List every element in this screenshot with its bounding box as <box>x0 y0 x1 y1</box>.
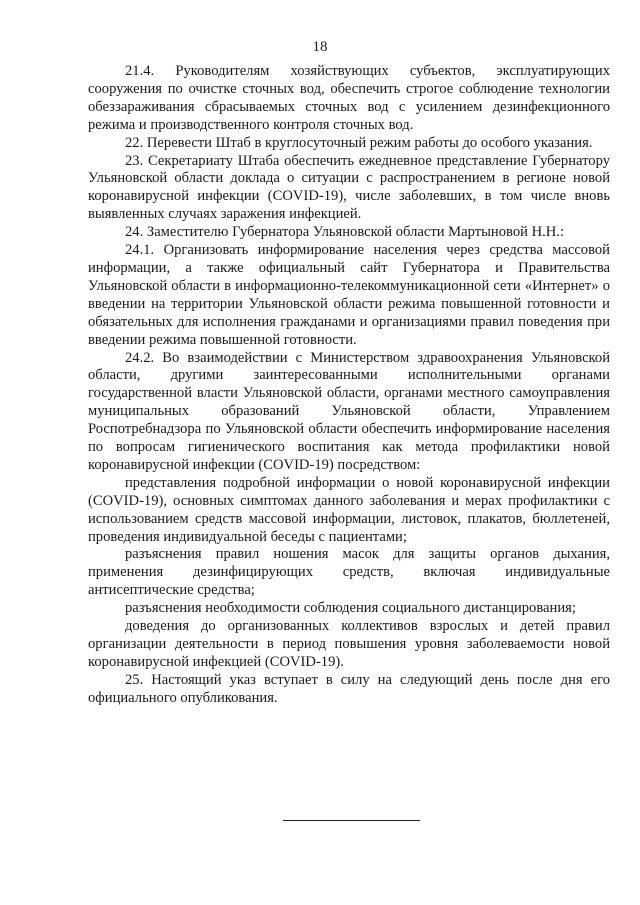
list-item-informing: представления подробной информации о новой коронавирусной инфекции (COVID-19), основных симптомах данного заболевания и мерах профилактики с использованием средств массовой информации, листовок, плакатов, бюллетеней, проведения индивидуальной беседы с пациентами; <box>88 474 610 545</box>
paragraph-24: 24. Заместителю Губернатора Ульяновской области Мартыновой Н.Н.: <box>125 224 565 241</box>
paragraph-21-4: 21.4. Руководителям хозяйствующих субъектов, эксплуатирующих сооружения по очистке сточных вод, обеспечить строгое соблюдение технологии обеззараживания сбрасываемых сточных вод с усилением дезинфекционного режима и производственного контроля сточных вод. <box>88 63 610 133</box>
list-item-masks: разъяснения правил ношения масок для защиты органов дыхания, применения дезинфицирующих средств, включая индивидуальные антисептические средства; <box>88 546 610 599</box>
paragraph-24-2: 24.2. Во взаимодействии с Министерством здравоохранения Ульяновской области, другими заинтересованными исполнительными органами государственной власти Ульяновской области, органами местного самоуправления муниципальных образований Ульяновской области, Управлением Роспотребнадзора по Ульяновской области обеспечить информирование населения по вопросам гигиенического воспитания как метода профилактики новой коронавирусной инфекции (COVID-19) посредством: <box>88 349 610 473</box>
closing-divider-line <box>283 820 420 821</box>
paragraph-23: 23. Секретариату Штаба обеспечить ежедневное представление Губернатору Ульяновской области доклада о ситуации с распространением в регионе новой коронавирусной инфекции (COVID-19), числе заболевших, в том числе вновь выявленных случаях заражения инфекцией. <box>88 152 610 223</box>
list-item-collectives: доведения до организованных коллективов взрослых и детей правил организации деятельности в период повышения уровня заболеваемости новой коронавирусной инфекцией (COVID-19). <box>88 618 610 670</box>
document-body <box>88 63 610 708</box>
paragraph-24-1: 24.1. Организовать информирование населения через средства массовой информации, а также официальный сайт Губернатора и Правительства Ульяновской области в информационно-телекоммуникационной сети «Интернет» о введении на территории Ульяновской области режима повышенной готовности и обязательных для исполнения гражданами и организациями правил поведения при введении режима повышенной готовности. <box>88 242 610 348</box>
paragraph-22: 22. Перевести Штаб в круглосуточный режим работы до особого указания. <box>125 134 593 151</box>
paragraph-25: 25. Настоящий указ вступает в силу на следующий день после дня его официального опубликования. <box>88 671 610 706</box>
list-item-distancing: разъяснения необходимости соблюдения социального дистанцирования; <box>125 600 576 617</box>
page-number: 18 <box>312 39 328 55</box>
